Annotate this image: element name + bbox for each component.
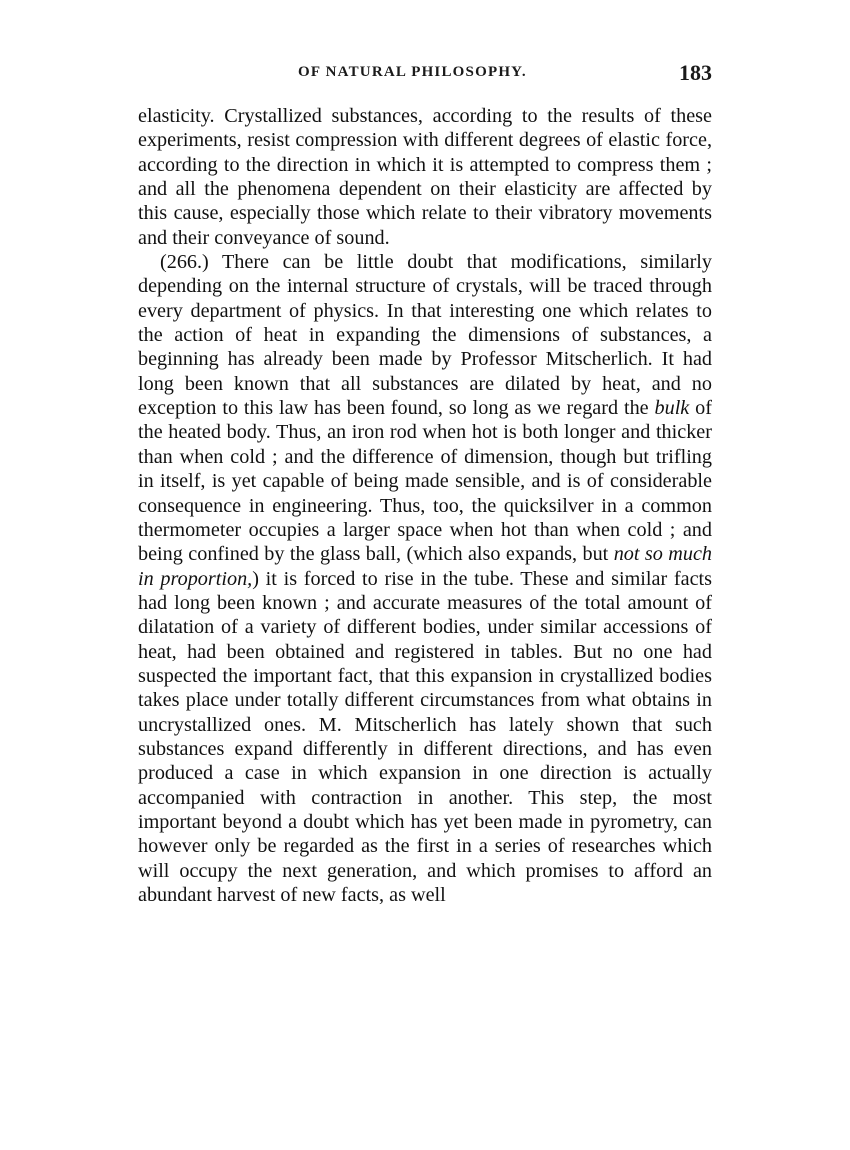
- page-number: 183: [679, 60, 712, 85]
- paragraph-text: ) it is forced to rise in the tube. These and similar facts had long been known ; and accurate measures of the total amount of dilatation of a variety of different bodies, under similar accessions of heat, had been obtained and registered in tables. But no one had suspected the important fact, that this expansion in crystallized bodies takes place under totally different circumstances from what obtains in uncrystallized ones. M. Mitscherlich has lately shown that such substances expand differently in different directions, and has even produced a case in which expansion in one direction is actually accompanied with contraction in another. This step, the most important beyond a doubt which has yet been made in pyrometry, can however only be regarded as the first in a series of researches which will occupy the next generation, and which promises to afford an abundant harvest of new facts, as well: [138, 567, 712, 906]
- paragraph-text: of the heated body. Thus, an iron rod when hot is both longer and thicker than when cold ; and the difference of dimension, though but trifling in itself, is yet capable of being made sensible, and is of considerable consequence in engineering. Thus, too, the quicksilver in a common thermometer occupies a larger space when hot than when cold ; and being confined by the glass ball, (which also expands, but: [138, 397, 712, 566]
- paragraph-continued: elasticity. Crystallized substances, according to the results of these experiments, resist compression with different degrees of elastic force, according to the direction in which it is attempted to compress them ; and all the phenomena dependent on their elasticity are affected by this cause, especially those which relate to their vibratory movements and their conveyance of sound.: [138, 105, 712, 249]
- paragraph-text: (266.) There can be little doubt that modifications, similarly depending on the internal structure of crystals, will be traced through every department of physics. In that interesting one which relates to the action of heat in expanding the dimensions of substances, a beginning has already been made by Professor Mitscherlich. It had long been known that all substances are dilated by heat, and no exception to this law has been found, so long as we regard the: [138, 251, 712, 420]
- italic-phrase: bulk: [654, 397, 690, 420]
- italic-phrase: not so much in proportion,: [138, 543, 712, 590]
- paragraph-266: [138, 250, 712, 907]
- page-header: [138, 60, 712, 86]
- running-head: OF NATURAL PHILOSOPHY.: [298, 64, 527, 80]
- body-text: [138, 104, 712, 907]
